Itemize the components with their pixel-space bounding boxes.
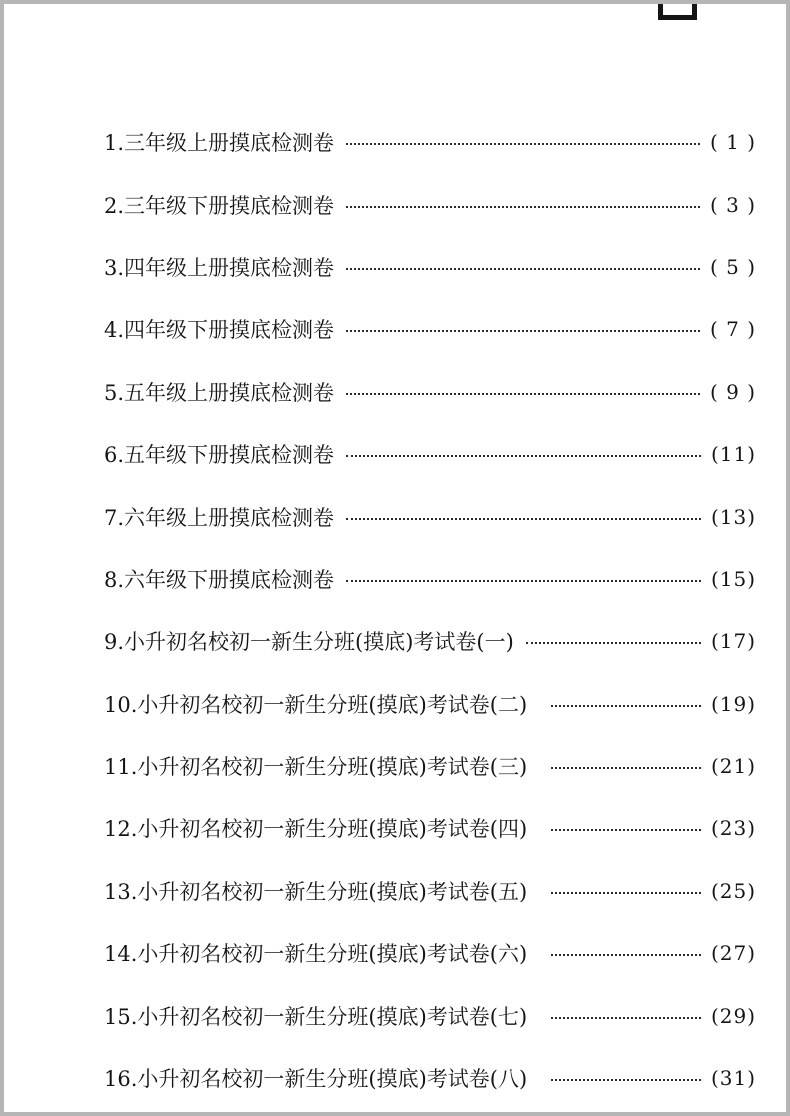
dot-leader bbox=[551, 705, 701, 707]
toc-page-number: ( 9 ) bbox=[709, 379, 756, 404]
dot-leader bbox=[526, 642, 701, 644]
toc-entry-title: 9.小升初名校初一新生分班(摸底)考试卷(一) bbox=[104, 630, 514, 655]
toc-page-number: ( 3 ) bbox=[709, 192, 756, 217]
dot-leader bbox=[551, 1079, 701, 1081]
toc-entry-title: 10.小升初名校初一新生分班(摸底)考试卷(二) bbox=[104, 692, 528, 717]
toc-entry-8[interactable] bbox=[104, 548, 756, 610]
toc-page-number: (25) bbox=[710, 878, 756, 903]
toc-page-number: (19) bbox=[710, 691, 756, 716]
toc-entry-title: 7.六年级上册摸底检测卷 bbox=[104, 505, 335, 530]
dot-leader bbox=[346, 143, 700, 145]
toc-entry-title: 6.五年级下册摸底检测卷 bbox=[104, 443, 335, 468]
toc-entry-title: 13.小升初名校初一新生分班(摸底)考试卷(五) bbox=[104, 879, 528, 904]
toc-page-number: (15) bbox=[710, 566, 756, 591]
dot-leader bbox=[346, 330, 700, 332]
dot-leader bbox=[551, 892, 701, 894]
toc-page-number: ( 7 ) bbox=[709, 317, 756, 342]
toc-entry-title: 1.三年级上册摸底检测卷 bbox=[104, 131, 335, 156]
dot-leader bbox=[346, 206, 700, 208]
toc-entry-4[interactable] bbox=[104, 298, 756, 360]
toc-entry-2[interactable] bbox=[104, 173, 756, 235]
toc-entry-title: 16.小升初名校初一新生分班(摸底)考试卷(八) bbox=[104, 1067, 528, 1092]
toc-page-number: (27) bbox=[710, 941, 756, 966]
toc-entry-title: 11.小升初名校初一新生分班(摸底)考试卷(三) bbox=[104, 755, 528, 780]
toc-page-number: (17) bbox=[710, 629, 756, 654]
toc-entry-5[interactable] bbox=[104, 361, 756, 423]
dot-leader bbox=[346, 580, 701, 582]
toc-entry-title: 8.六年级下册摸底检测卷 bbox=[104, 567, 335, 592]
dot-leader bbox=[551, 829, 701, 831]
dot-leader bbox=[346, 455, 701, 457]
toc-entry-title: 4.四年级下册摸底检测卷 bbox=[104, 318, 335, 343]
toc-entry-10[interactable] bbox=[104, 673, 756, 735]
toc-entry-title: 12.小升初名校初一新生分班(摸底)考试卷(四) bbox=[104, 817, 528, 842]
toc-entry-6[interactable] bbox=[104, 423, 756, 485]
dot-leader bbox=[551, 1017, 701, 1019]
toc-page-number: (29) bbox=[710, 1003, 756, 1028]
dot-leader bbox=[346, 268, 700, 270]
dot-leader bbox=[346, 518, 701, 520]
toc-entry-9[interactable] bbox=[104, 610, 756, 672]
toc-entry-14[interactable] bbox=[104, 922, 756, 984]
toc-entry-11[interactable] bbox=[104, 735, 756, 797]
heading-glyph-fragment-icon bbox=[654, 4, 700, 20]
toc-page-number: (21) bbox=[710, 754, 756, 779]
dot-leader bbox=[551, 954, 701, 956]
toc-page-number: (11) bbox=[710, 442, 756, 467]
toc-entry-title: 2.三年级下册摸底检测卷 bbox=[104, 193, 335, 218]
toc-page-number: (13) bbox=[710, 504, 756, 529]
toc-page-number: (23) bbox=[710, 816, 756, 841]
toc-page-number: (31) bbox=[710, 1066, 756, 1091]
toc-entry-15[interactable] bbox=[104, 984, 756, 1046]
table-of-contents bbox=[104, 111, 756, 1109]
toc-entry-7[interactable] bbox=[104, 485, 756, 547]
toc-entry-title: 14.小升初名校初一新生分班(摸底)考试卷(六) bbox=[104, 942, 528, 967]
dot-leader bbox=[346, 393, 700, 395]
toc-entry-title: 15.小升初名校初一新生分班(摸底)考试卷(七) bbox=[104, 1004, 528, 1029]
toc-entry-12[interactable] bbox=[104, 797, 756, 859]
toc-entry-title: 3.四年级上册摸底检测卷 bbox=[104, 255, 335, 280]
toc-entry-title: 5.五年级上册摸底检测卷 bbox=[104, 380, 335, 405]
toc-entry-3[interactable] bbox=[104, 236, 756, 298]
toc-entry-16[interactable] bbox=[104, 1047, 756, 1109]
toc-entry-1[interactable] bbox=[104, 111, 756, 173]
toc-entry-13[interactable] bbox=[104, 860, 756, 922]
toc-page-number: ( 1 ) bbox=[709, 130, 756, 155]
toc-page-number: ( 5 ) bbox=[709, 254, 756, 279]
dot-leader bbox=[551, 767, 701, 769]
